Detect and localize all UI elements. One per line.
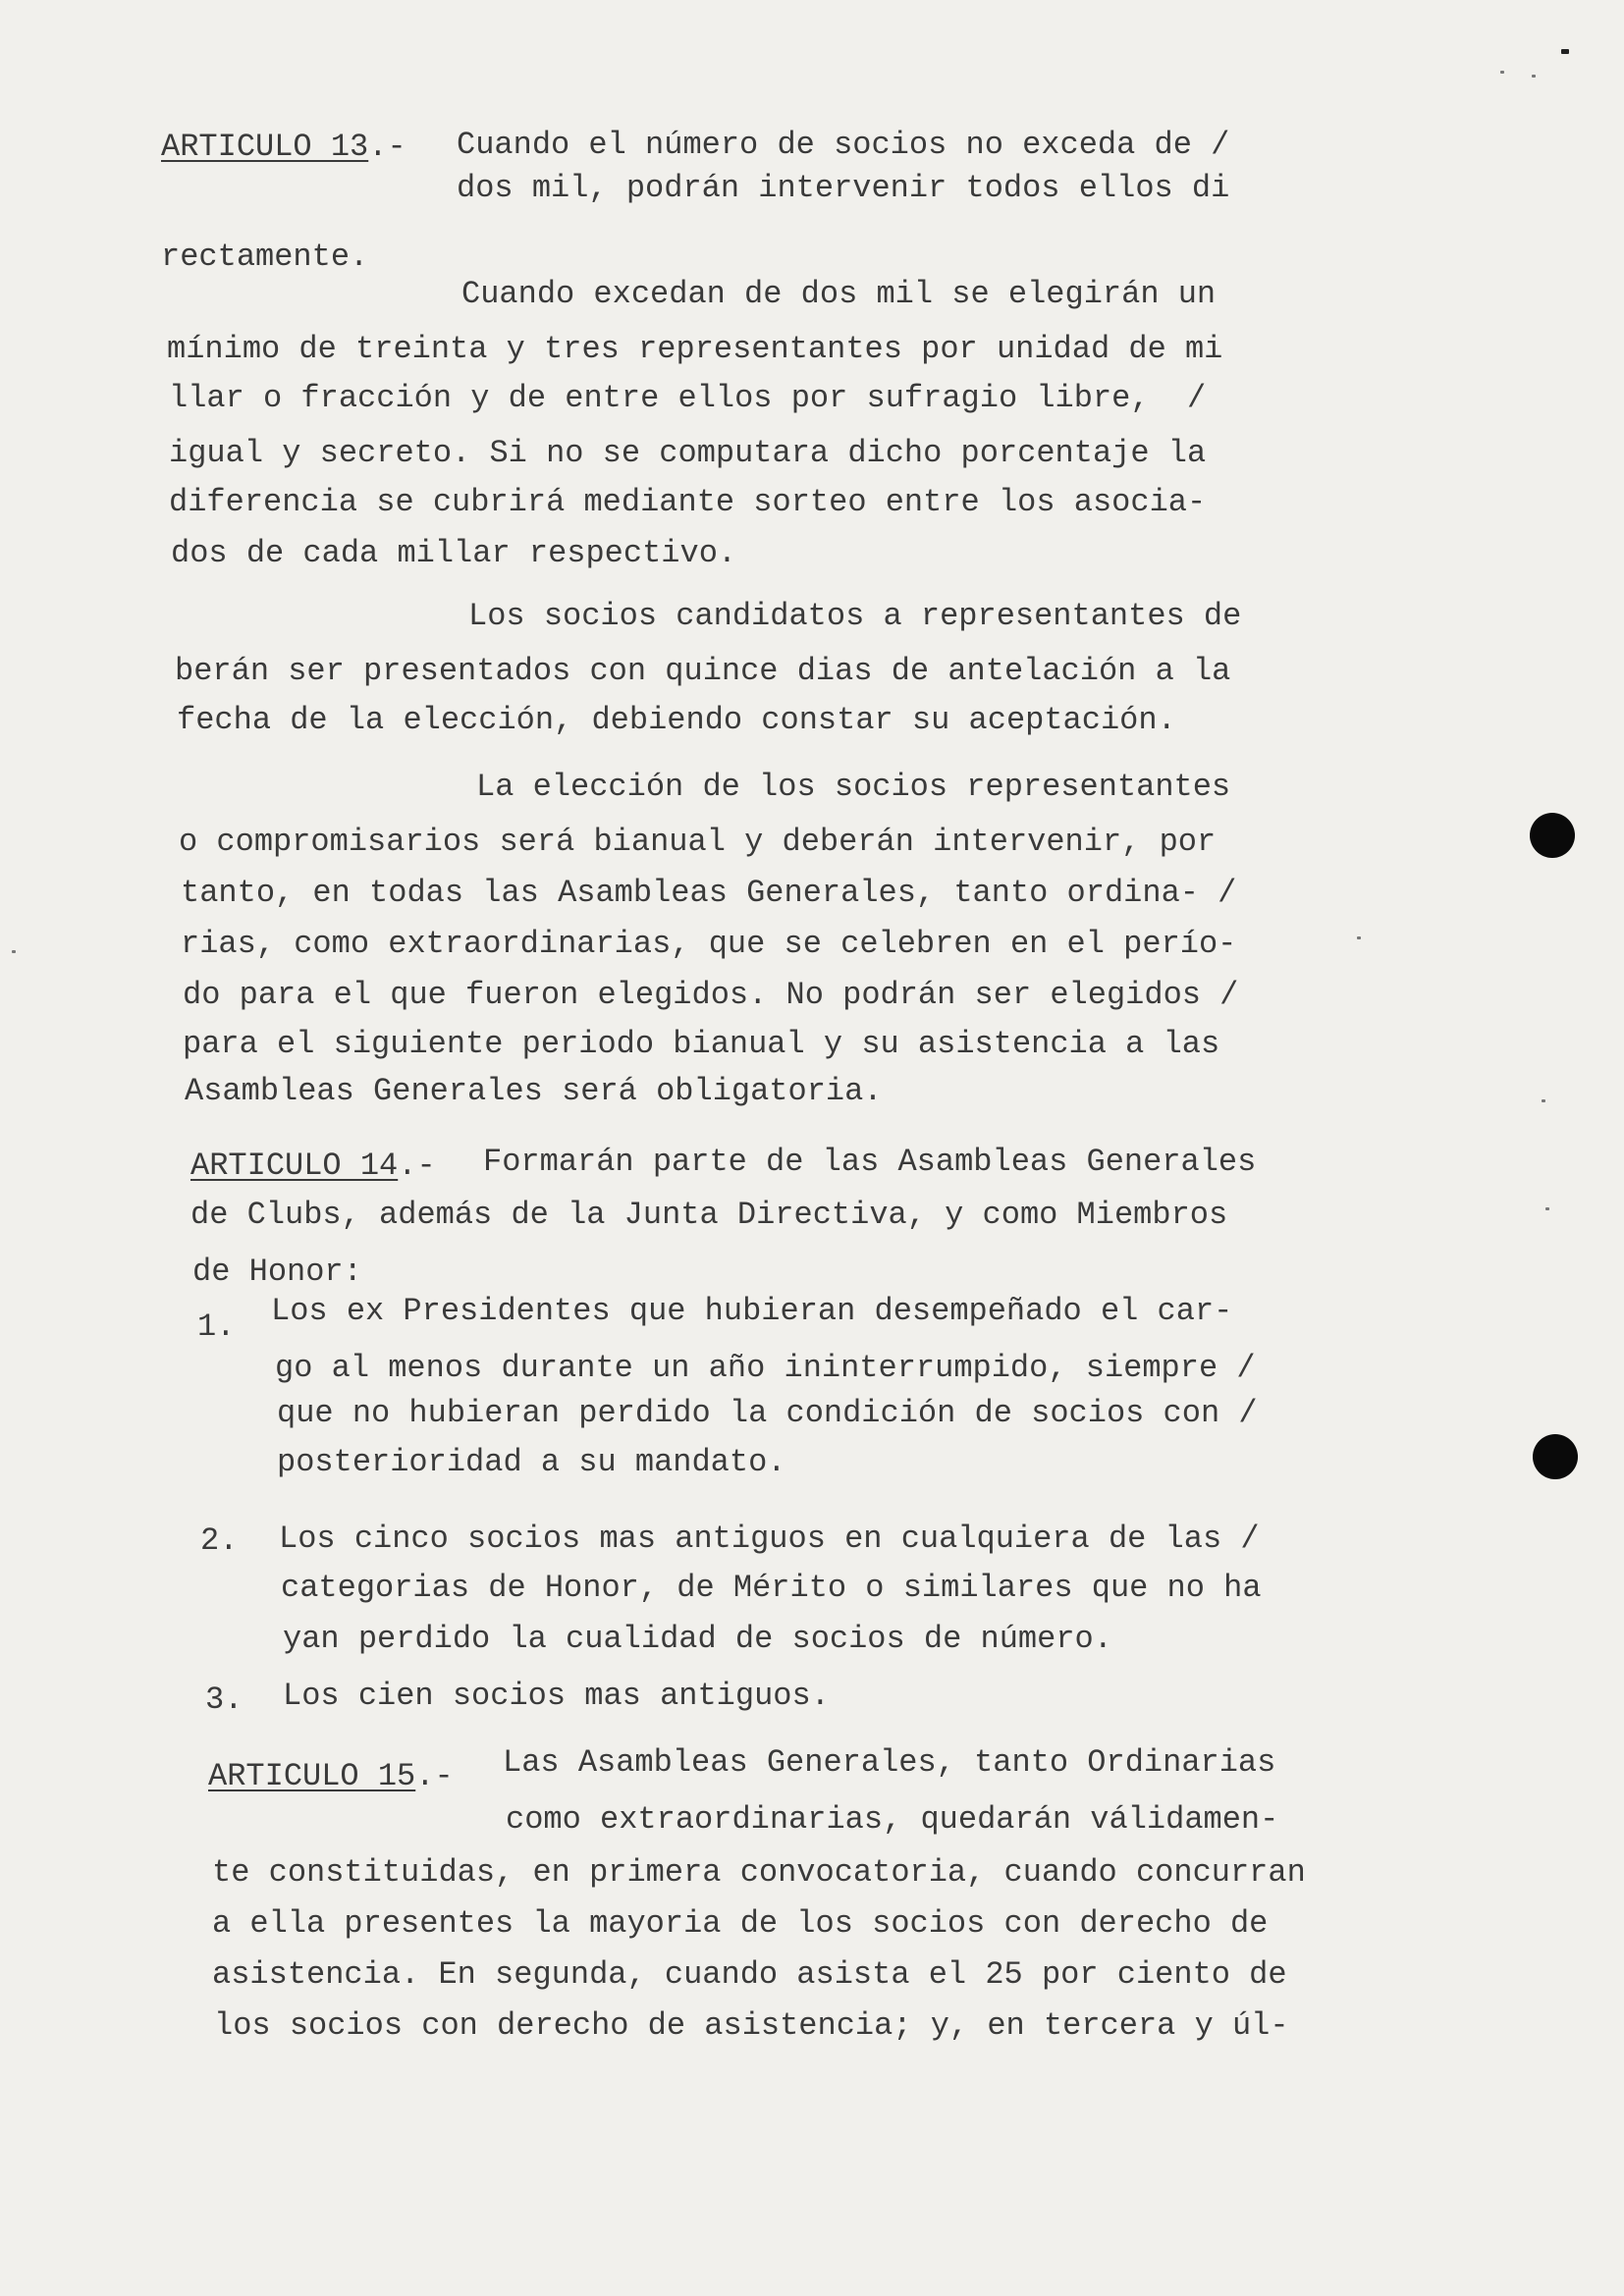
list-item-line: yan perdido la cualidad de socios de número. — [283, 1621, 1112, 1657]
speck — [1545, 1207, 1549, 1210]
article-14-heading-line — [190, 1150, 436, 1182]
text-line: fecha de la elección, debiendo constar su aceptación. — [177, 702, 1176, 738]
list-item-line: go al menos durante un año ininterrumpido, siempre / — [275, 1350, 1256, 1386]
article-14-heading: ARTICULO 14 — [190, 1148, 399, 1184]
heading-dash: .- — [415, 1758, 454, 1794]
speck — [1542, 1099, 1545, 1102]
text-line: igual y secreto. Si no se computara dicho porcentaje la — [169, 435, 1207, 471]
text-line: Asambleas Generales será obligatoria. — [185, 1073, 883, 1109]
speck — [1532, 75, 1536, 78]
text-line: o compromisarios será bianual y deberán intervenir, por — [179, 824, 1217, 860]
text-line: de Honor: — [192, 1254, 362, 1290]
list-item-number: 2. — [200, 1522, 239, 1559]
text-line: asistencia. En segunda, cuando asista el 25 por ciento de — [212, 1956, 1287, 1993]
text-line: Cuando excedan de dos mil se elegirán un — [461, 276, 1217, 312]
article-13-heading: ARTICULO 13 — [161, 129, 369, 165]
text-line: berán ser presentados con quince dias de antelación a la — [175, 653, 1231, 689]
text-line: como extraordinarias, quedarán válidamen- — [506, 1801, 1279, 1838]
text-line: Los socios candidatos a representantes de — [468, 598, 1242, 634]
speck — [12, 950, 16, 953]
heading-dash: .- — [368, 129, 406, 165]
list-item-line: Los cien socios mas antiguos. — [283, 1678, 830, 1714]
text-line: a ella presentes la mayoria de los socios con derecho de — [212, 1905, 1269, 1942]
text-line: Cuando el número de socios no exceda de / — [457, 127, 1230, 163]
text-line: te constituidas, en primera convocatoria, cuando concurran — [212, 1854, 1306, 1891]
text-line: Formarán parte de las Asambleas Generales — [483, 1144, 1257, 1180]
list-item-line: Los ex Presidentes que hubieran desempeñado el car- — [271, 1293, 1233, 1329]
text-line: do para el que fueron elegidos. No podrán ser elegidos / — [183, 977, 1239, 1013]
text-line: llar o fracción y de entre ellos por sufragio libre, / — [169, 380, 1207, 416]
speck — [1500, 71, 1504, 74]
punch-hole — [1533, 1434, 1578, 1479]
article-15-heading: ARTICULO 15 — [208, 1758, 416, 1794]
text-line: para el siguiente periodo bianual y su asistencia a las — [183, 1026, 1220, 1062]
text-line: rectamente. — [161, 239, 369, 275]
text-line: mínimo de treinta y tres representantes por unidad de mi — [167, 331, 1223, 367]
punch-hole — [1530, 813, 1575, 858]
text-line: rias, como extraordinarias, que se celebren en el perío- — [181, 926, 1237, 962]
speck — [1561, 49, 1569, 54]
list-item-line: que no hubieran perdido la condición de socios con / — [277, 1395, 1258, 1431]
text-line: dos de cada millar respectivo. — [171, 535, 737, 571]
list-item-line: posterioridad a su mandato. — [277, 1444, 786, 1480]
text-line: La elección de los socios representantes — [476, 769, 1231, 805]
text-line: diferencia se cubrirá mediante sorteo entre los asocia- — [169, 484, 1207, 520]
text-line: Las Asambleas Generales, tanto Ordinarias — [503, 1744, 1276, 1781]
list-item-number: 1. — [197, 1308, 236, 1345]
text-line: de Clubs, además de la Junta Directiva, y como Miembros — [190, 1197, 1228, 1233]
list-item-line: Los cinco socios mas antiguos en cualquiera de las / — [279, 1521, 1260, 1557]
speck — [1357, 936, 1361, 939]
text-line: tanto, en todas las Asambleas Generales, tanto ordina- / — [181, 875, 1237, 911]
article-15-heading-line — [208, 1758, 454, 1794]
list-item-number: 3. — [205, 1682, 244, 1718]
list-item-line: categorias de Honor, de Mérito o similares que no ha — [281, 1570, 1262, 1606]
text-line: dos mil, podrán intervenir todos ellos di — [457, 170, 1230, 206]
article-13-heading-line — [161, 129, 406, 165]
text-line: los socios con derecho de asistencia; y, en tercera y úl- — [214, 2007, 1289, 2044]
heading-dash: .- — [398, 1148, 436, 1184]
